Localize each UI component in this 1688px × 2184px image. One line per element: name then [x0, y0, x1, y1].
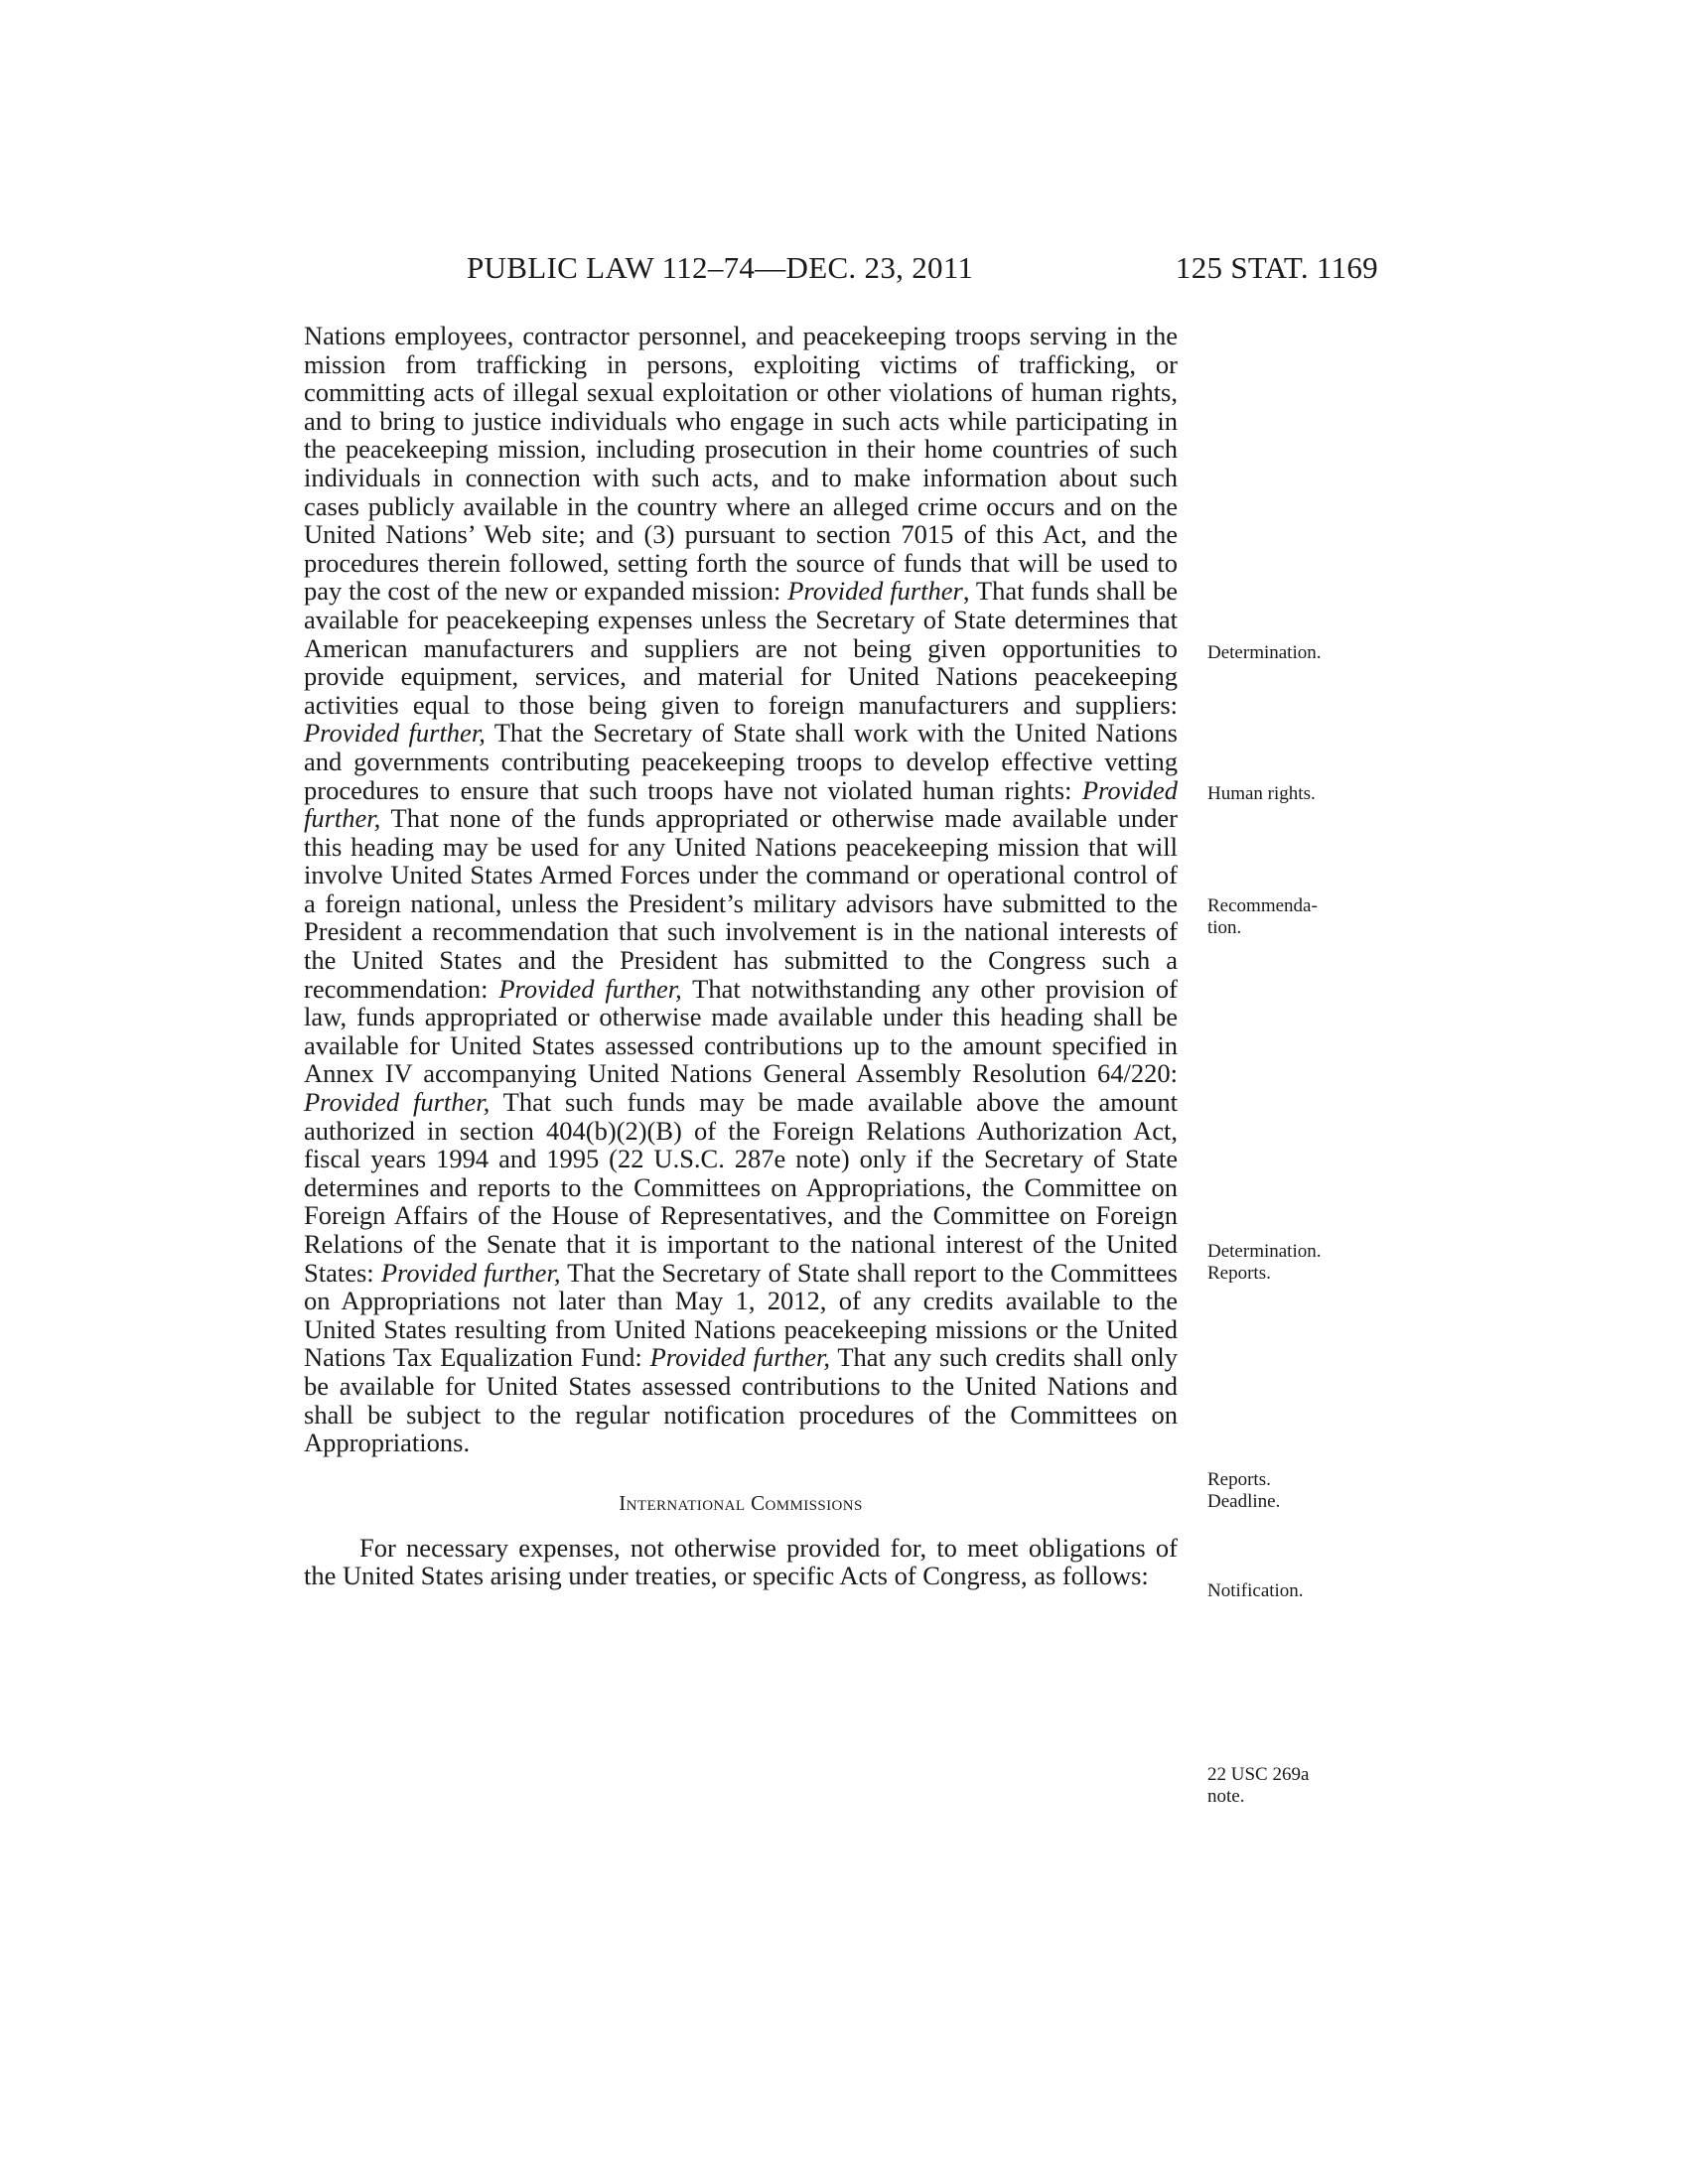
margin-note-determination: Determination. [1207, 642, 1322, 663]
margin-note-reports-deadline: Reports. Deadline. [1207, 1469, 1281, 1512]
statute-page-number: 125 STAT. 1169 [1175, 250, 1378, 285]
running-head-title: PUBLIC LAW 112–74—DEC. 23, 2011 [467, 250, 974, 285]
page-header [298, 250, 1378, 290]
margin-note-determination-reports: Determination. Reports. [1207, 1241, 1322, 1284]
section-heading: International Commissions [619, 1490, 863, 1515]
margin-note-notification: Notification. [1207, 1580, 1304, 1601]
margin-note-recommendation: Recommenda- tion. [1207, 895, 1318, 938]
margin-note-usc-citation: 22 USC 269a note. [1207, 1764, 1310, 1807]
paragraph-peacekeeping: Nations employees, contractor personnel, and peacekeeping troops serving in the mission from trafficking in persons, exploiting victims of trafficking, or committing acts of illegal sexual exploitation or other violations of human rights, and to bring to justice individuals who engage in such acts while participating in the peacekeeping mission, including prosecution in their home countries of such individuals in connection with such acts, and to make information about such cases publicly available in the country where an alleged crime occurs and on the United Nations’ Web site; and (3) pursuant to section 7015 of this Act, and the procedures therein followed, setting forth the source of funds that will be used to pay the cost of the new or expanded mission: Provided further, That funds shall be available for peacekeeping expenses unless the Secretary of State determines that American manufacturers and suppliers are not being given opportunities to provide equipment, services, and material for United Nations peacekeeping activities equal to those being given to foreign manufacturers and suppliers: Provided further, That the Secretary of State shall work with the United Nations and governments contributing peacekeeping troops to develop effective vetting procedures to ensure that such troops have not violated human rights: Provided further, That none of the funds appropriated or otherwise made available under this heading may be used for any United Nations peacekeeping mission that will involve United States Armed Forces under the command or operational control of a foreign national, unless the President’s military advisors have submitted to the President a recommendation that such involvement is in the national interests of the United States and the President has submitted to the Congress such a recommendation: Provided further, That notwithstanding any other provision of law, funds appropriated or otherwise made available under this heading shall be available for United States assessed contributions up to the amount specified in Annex IV accompanying United Nations General Assembly Resolution 64/220: Provided further, That such funds may be made available above the amount authorized in section 404(b)(2)(B) of the Foreign Relations Authorization Act, fiscal years 1994 and 1995 (22 U.S.C. 287e note) only if the Secretary of State determines and reports to the Committees on Appropriations, the Committee on Foreign Affairs of the House of Representatives, and the Committee on Foreign Relations of the Senate that it is important to the national interest of the United States: Provided further, That the Secretary of State shall report to the Committees on Appropriations not later than May 1, 2012, of any credits available to the United States resulting from United Nations peacekeeping missions or the United Nations Tax Equalization Fund: Provided further, That any such credits shall only be available for United States assessed contributions to the United Nations and shall be subject to the regular notification procedures of the Committees on Appropriations. [304, 321, 1179, 1458]
paragraph-commissions: For necessary expenses, not otherwise provided for, to meet obligations of the United States arising under treaties, or specific Acts of Congress, as follows: [304, 1532, 1178, 1591]
margin-note-human-rights: Human rights. [1207, 783, 1316, 804]
main-text [304, 322, 1178, 1590]
